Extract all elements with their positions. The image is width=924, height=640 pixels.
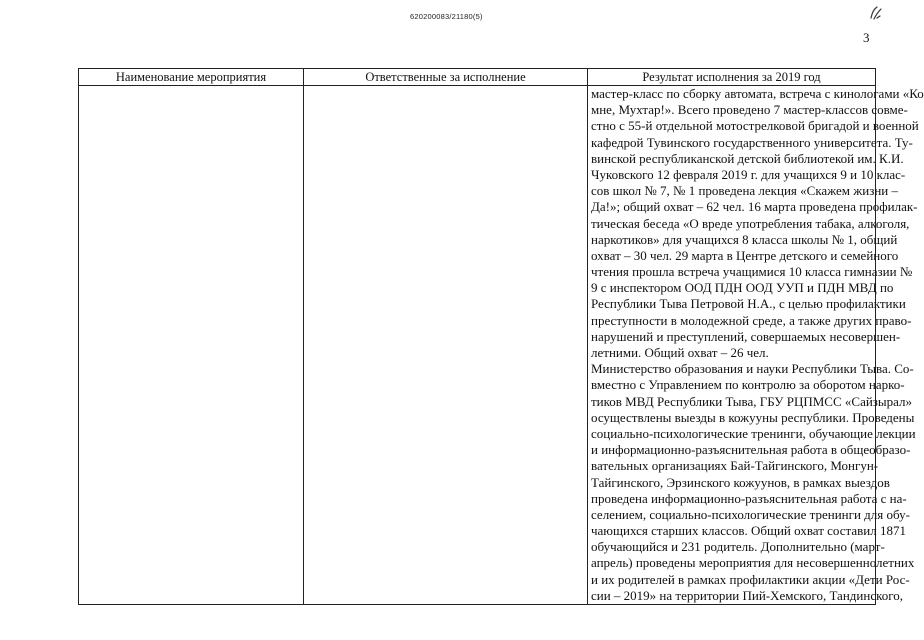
result-text xyxy=(588,86,924,604)
result-text-line: Республики Тыва Петровой Н.А., с целью профилактики xyxy=(591,296,906,312)
result-text-line: и информационно-разъяснительная работа в общеобразо- xyxy=(591,442,911,458)
result-text-line: чающихся старших классов. Общий охват составил 1871 xyxy=(591,523,906,539)
result-text-line: мне, Мухтар!». Всего проведено 7 мастер-классов совме- xyxy=(591,102,908,118)
result-text-line: чтения прошла встреча учащимися 10 класса гимназии № xyxy=(591,264,913,280)
handwritten-mark-icon xyxy=(868,4,884,22)
result-cell xyxy=(588,86,924,605)
result-text-line: обучающийся и 231 родитель. Дополнительно (март- xyxy=(591,539,885,555)
result-text-line: охват – 30 чел. 29 марта в Центре детского и семейного xyxy=(591,247,899,263)
event-name-cell xyxy=(79,86,304,605)
result-text-line: вместно с Управлением по контролю за оборотом нарко- xyxy=(591,377,905,393)
result-text-line: вательных организациях Бай-Тайгинского, Монгун- xyxy=(591,458,879,474)
result-text-line: и их родителей в рамках профилактики акции «Дети Рос- xyxy=(591,571,910,587)
result-text-line: кафедрой Тувинского государственного университета. Ту- xyxy=(591,134,913,150)
result-text-line: сии – 2019» на территории Пий-Хемского, Тандинского, xyxy=(591,587,903,603)
document-id: 620200083/21180(5) xyxy=(410,12,483,21)
result-text-line: преступности в молодежной среде, а также других право- xyxy=(591,312,912,328)
result-text-line: наркотиков» для учащихся 8 класса школы № 1, общий xyxy=(591,231,898,247)
result-text-line: летними. Общий охват – 26 чел. xyxy=(591,345,769,360)
result-text-line: селением, социально-психологические тренинги для обу- xyxy=(591,506,910,522)
result-text-line: Тайгинского, Эрзинского кожуунов, в рамках выездов xyxy=(591,474,890,490)
result-text-line: социально-психологические тренинги, обучающие лекции xyxy=(591,425,916,441)
result-text-line: 9 с инспектором ООД ПДН ООД УУП и ПДН МВД по xyxy=(591,280,894,296)
page-number: 3 xyxy=(863,30,870,45)
column-header-result: Результат исполнения за 2019 год xyxy=(588,69,876,86)
result-text-line: нарушений и преступлений, совершаемых несовершен- xyxy=(591,328,901,344)
result-text-line: осуществлены выезды в кожууны республики. Проведены xyxy=(591,409,915,425)
result-text-line: винской республиканской детской библиотекой им. К.И. xyxy=(591,150,904,166)
result-text-line: Министерство образования и науки Республики Тыва. Со- xyxy=(591,361,914,377)
result-text-line: мастер-класс по сборку автомата, встреча с кинологами «Ко xyxy=(591,86,924,101)
column-header-responsible: Ответственные за исполнение xyxy=(304,69,588,86)
responsible-cell xyxy=(304,86,588,605)
column-header-event-name: Наименование мероприятия xyxy=(79,69,304,86)
table-row xyxy=(79,86,876,605)
events-table xyxy=(78,68,924,605)
result-text-line: тическая беседа «О вреде употребления табака, алкоголя, xyxy=(591,215,910,231)
table-header-row xyxy=(79,69,876,86)
result-text-line: стно с 55-й отдельной мотострелковой бригадой и военной xyxy=(591,118,919,134)
result-text-line: сов школ № 7, № 1 проведена лекция «Скажем жизни – xyxy=(591,183,898,199)
result-text-line: апрель) проведены мероприятия для несовершеннолетних xyxy=(591,555,915,571)
result-text-line: проведена информационно-разъяснительная работа с на- xyxy=(591,490,907,506)
result-text-line: Чуковского 12 февраля 2019 г. для учащихся 9 и 10 клас- xyxy=(591,166,906,182)
result-text-line: Да!»; общий охват – 62 чел. 16 марта проведена профилак- xyxy=(591,199,918,215)
result-text-line: тиков МВД Республики Тыва, ГБУ РЦПМСС «Сайзырал» xyxy=(591,393,913,409)
